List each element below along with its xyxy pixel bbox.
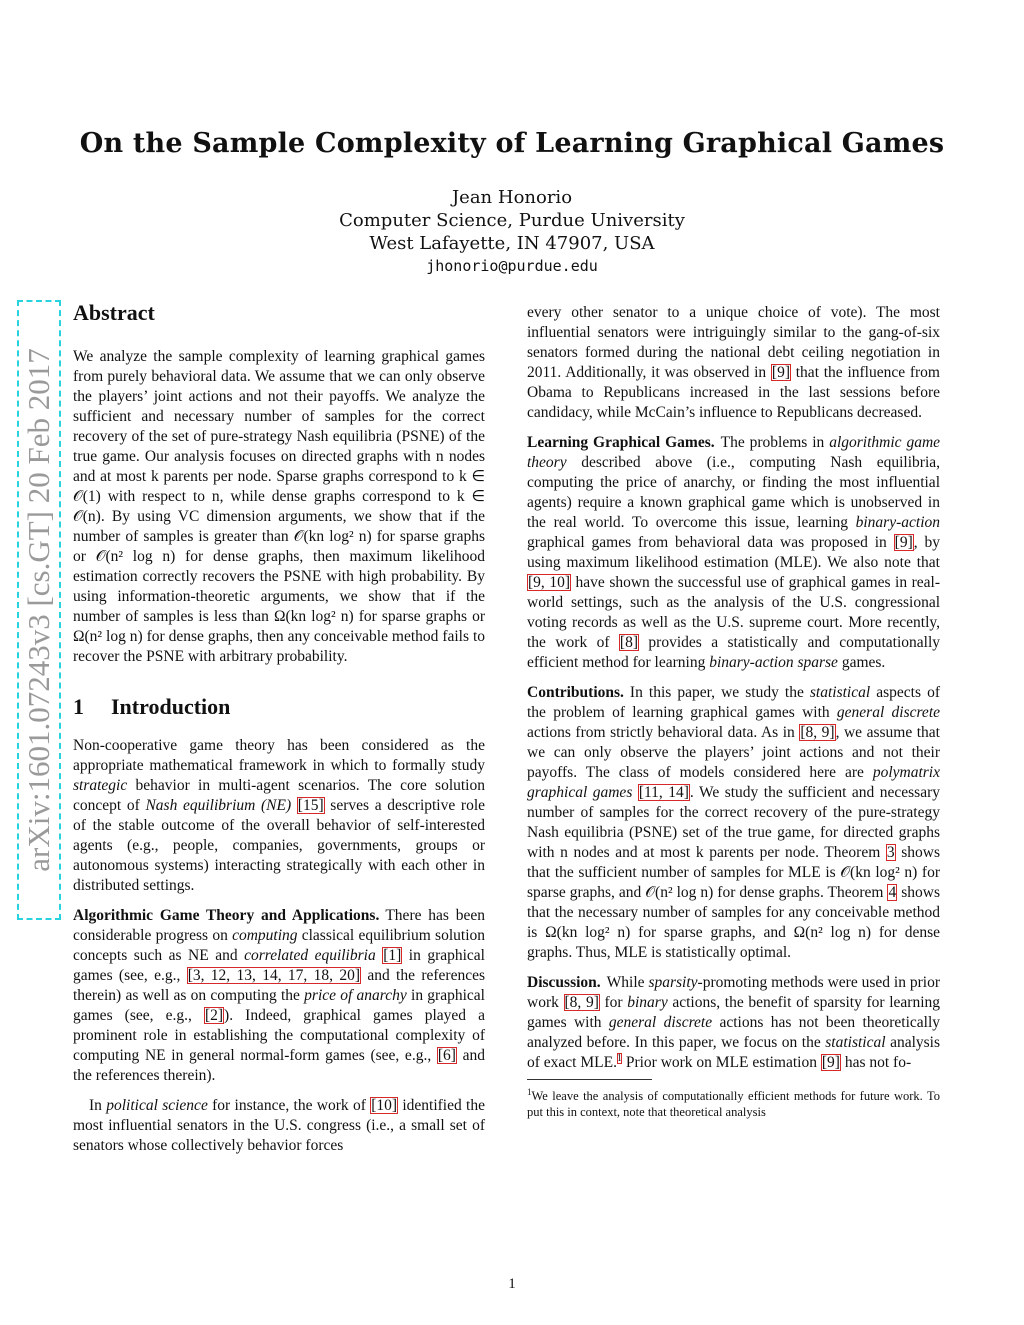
political-science-paragraph: In political science for instance, the work of [10] identified the most influential senators in the U.S. congress (i.e., a small set of senators whose collectively behavior forces [73, 1097, 485, 1154]
footnote: $^1$We leave the analysis of computationally efficient methods for future work. To put this in context, note that theoretical analysis [527, 1087, 940, 1120]
paper-title: On the Sample Complexity of Learning Graphical Games [79, 128, 945, 159]
footnote-marker[interactable]: 1 [616, 1052, 622, 1064]
run-in-heading: Contributions. [527, 684, 624, 701]
citation-link[interactable]: [8, 9] [564, 994, 599, 1011]
run-in-heading: Algorithmic Game Theory and Applications. [73, 907, 380, 924]
intro-paragraph-1: Non-cooperative game theory has been considered as the appropriate mathematical framework in which to formally study strategic behavior in multi-agent scenarios. The core solution concept of Nash equilibrium (NE) [15] serves a descriptive role of the stable outcome of the overall behavior of self-interested agents (e.g., people, companies, governments, groups or autonomous systems) interacting strategically with each other in distributed settings. [73, 737, 486, 894]
citation-link[interactable]: [8, 9] [800, 724, 835, 741]
continued-paragraph: every other senator to a unique choice of vote). The most influential senators were intriguingly similar to the gang-of-six senators formed during the national debt ceiling negotiation in 2011. Additionally, it was observed in [9] that the influence from Obama to Republicans increased in the last sessions before candidacy, while McCain’s influence to Republicans decreased. [527, 304, 940, 421]
author-email[interactable]: jhonorio@purdue.edu [426, 257, 598, 275]
contributions-paragraph: Contributions. In this paper, we study the statistical aspects of the problem of learning graphical games with general discrete actions from strictly behavioral data. As in [8, 9], we assume that we can only observe the players’ joint actions and not their payoffs. The class of models considered here are polymatrix graphical games [11, 14]. We study the sufficient and necessary number of samples for the correct recovery of the pure-strategy Nash equilibria (PSNE) set of the true game, for directed graphs with n nodes and at most k parents per node. Theorem 3 shows that the sufficient number of samples for MLE is 𝒪(kn log² n) for sparse graphs, and 𝒪(n² log n) for dense graphs. Theorem 4 shows that the necessary number of samples for any conceivable method is Ω(kn log² n) for sparse graphs, and Ω(n² log n) for dense graphs. Thus, MLE is statistically optimal. [527, 684, 941, 961]
page-number: 1 [508, 1276, 516, 1292]
arxiv-stamp[interactable] [17, 300, 61, 920]
right-column [527, 303, 940, 1120]
author-block [0, 186, 1024, 278]
learning-graphical-games-paragraph: Learning Graphical Games. The problems in algorithmic game theory described above (i.e., computing Nash equilibria, computing the price of anarchy, or finding the most influential agents) require a known graphical game which is unobserved in the real world. To overcome this issue, learning binary-action graphical games from behavioral data was proposed in [9], by using maximum likelihood estimation (MLE). We also note that [9, 10] have shown the successful use of graphical games in real-world settings, such as the analysis of the U.S. congressional voting records as well as the U.S. supreme court. More recently, the work of [8] provides a statistically and computationally efficient method for learning binary-action sparse games. [527, 434, 941, 671]
theorem-link[interactable]: 3 [886, 844, 895, 861]
citation-link[interactable]: [1] [383, 947, 402, 964]
run-in-heading: Learning Graphical Games. [527, 434, 715, 451]
citation-link[interactable]: [9] [771, 364, 790, 381]
citation-link[interactable]: [9, 10] [528, 574, 570, 591]
arxiv-id: arXiv:1601.07243v3 [cs.GT] 20 Feb 2017 [21, 348, 56, 872]
section-title: Introduction [111, 694, 231, 719]
author-affiliation: Computer Science, Purdue University [339, 210, 685, 231]
discussion-paragraph: Discussion. While sparsity-promoting methods were used in prior work [8, 9] for binary actions, the benefit of sparsity for learning games with general discrete actions has not been theoretically analyzed before. In this paper, we focus on the statistical analysis of exact MLE.$^1$ Prior work on MLE estimation [9] has not fo- [527, 974, 941, 1071]
citation-link[interactable]: [9] [821, 1054, 840, 1071]
footnote-rule [527, 1079, 652, 1080]
abstract-text: We analyze the sample complexity of learning graphical games from purely behavioral data. We assume that we can only observe the players’ joint actions and not their payoffs. We analyze the sufficient and necessary number of samples for the correct recovery of the set of pure-strategy Nash equilibria (PSNE) of the true game. Our analysis focuses on directed graphs with n nodes and at most k parents per node. Sparse graphs correspond to k ∈ 𝒪(1) with respect to n, while dense graphs correspond to k ∈ 𝒪(n). By using VC dimension arguments, we show that if the number of samples is greater than 𝒪(kn log² n) for sparse graphs or 𝒪(n² log n) for dense graphs, then maximum likelihood estimation correctly recovers the PSNE with high probability. By using information-theoretic arguments, we show that if the number of samples is less than Ω(kn log² n) for sparse graphs or Ω(n² log n) for dense graphs, then any conceivable method fails to recover the PSNE with arbitrary probability. [73, 348, 485, 665]
left-column [73, 300, 485, 1166]
abstract-heading: Abstract [73, 300, 155, 325]
section-number: 1 [73, 694, 84, 719]
citation-link[interactable]: [9] [894, 534, 913, 551]
run-in-heading: Discussion. [527, 974, 601, 991]
citation-link[interactable]: [15] [297, 797, 324, 814]
author-address: West Lafayette, IN 47907, USA [369, 233, 655, 254]
citation-link[interactable]: [6] [437, 1047, 456, 1064]
algorithmic-game-theory-paragraph: Algorithmic Game Theory and Applications. There has been considerable progress on computing classical equilibrium solution concepts such as NE and correlated equilibria [1] in graphical games (see, e.g., [3, 12, 13, 14, 17, 18, 20] and the references therein) as well as on computing the price of anarchy in graphical games (see, e.g., [2]). Indeed, graphical games played a prominent role in establishing the computational complexity of computing NE in general normal-form games (see, e.g., [6] and the references therein). [73, 907, 486, 1084]
section-heading-introduction [73, 694, 485, 720]
citation-link[interactable]: [8] [619, 634, 638, 651]
author-name: Jean Honorio [451, 187, 573, 208]
citation-link[interactable]: [11, 14] [638, 784, 689, 801]
citation-link[interactable]: [2] [204, 1007, 224, 1024]
citation-link[interactable]: [3, 12, 13, 14, 17, 18, 20] [187, 967, 361, 984]
citation-link[interactable]: [10] [371, 1097, 398, 1114]
footnote-number: 1 [527, 1087, 532, 1097]
theorem-link[interactable]: 4 [888, 884, 897, 901]
